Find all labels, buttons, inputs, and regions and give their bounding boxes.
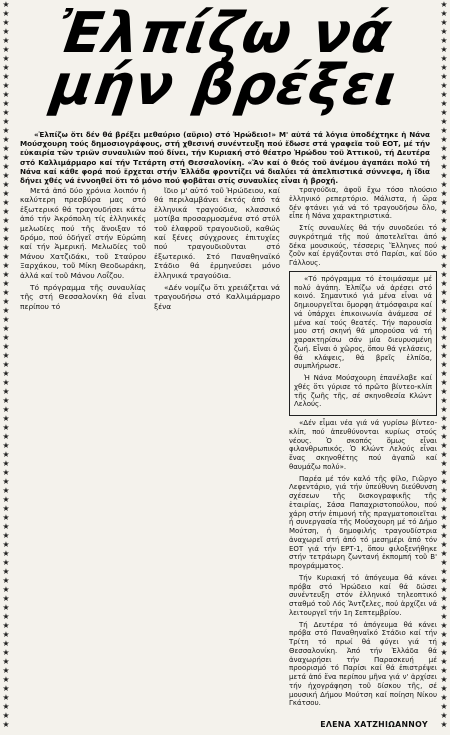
article-column-2 bbox=[154, 186, 280, 314]
headline-line-2: μήν βρέξει bbox=[47, 53, 403, 118]
paragraph: «Τό πρόγραμμα τό ἑτοιμάσαμε μέ πολύ ἀγάπη. Ἐλπίζω νά ἀρέσει στό κοινό. Σημαντικό γιά μένα εἶναι νά δημιουργεῖται ὄμορφη ἀτμόσφαιρα καί νά ὑπάρχει ἐπικοινωνία ἀνάμεσα σέ μένα καί τούς θεατές. Τήν παρουσία μου στή σκηνή θά μπορούσα νά τή χαρακτηρίσω σάν μία διευρυσμένη ζωή. Εἶναι ὁ χῶρος, ὅπου θά γελάσεις, θά κλάψεις, θά βρεῖς ἐλπίδα, συμπλήρωσε. bbox=[294, 274, 432, 371]
paragraph: Τό πρόγραμμα τῆς συναυλίας τῆς στή Θεσσαλονίκη θά εἶναι περίπου τό bbox=[20, 283, 146, 311]
paragraph: Στίς συναυλίες θά τήν συνοδεύει τό συγκρότημά τῆς πού ἀποτελεῖται ἀπό δέκα μουσικούς, τέσσερις Ἕλληνες πού ζοῦν καί ἐργάζονται στό Παρίσι, καί δύο Γάλλους. bbox=[289, 224, 437, 267]
paragraph: Τή Δευτέρα τό ἀπόγευμα θά κάνει πρόβα στό Παναθηναϊκό Στάδιο καί τήν Τρίτη τό πρωί θά φύγει γιά τή Θεσσαλονίκη. Ἀπό τήν Ἑλλάδα θά ἀναχωρήσει τήν Παρασκευή μέ προορισμό τό Παρίσι καί θά ἐπιστρέψει μετά ἀπό ἕνα περίπου μῆνα γιά ν' ἀρχίσει τήν ἠχογράφηση τοῦ δίσκου τῆς, σέ μουσική Δήμου Μούτση καί ποίηση Νίκου Γκάτσου. bbox=[289, 620, 437, 708]
newspaper-clipping bbox=[14, 0, 436, 735]
boxed-quote bbox=[289, 271, 437, 416]
star-border-left: ★ ★ ★ ★ ★ ★ ★ ★ ★ ★ ★ ★ ★ ★ ★ ★ ★ ★ ★ ★ ★ ★ ★ ★ ★ ★ ★ ★ ★ ★ ★ ★ ★ ★ ★ ★ ★ ★ ★ ★ ★ ★ ★ ★ ★ ★ ★ ★ ★ ★ ★ ★ ★ ★ ★ ★ ★ ★ ★ ★ ★ ★ ★ ★ ★ ★ ★ ★ ★ ★ ★ ★ ★ ★ ★ ★ ★ ★ ★ ★ ★ bbox=[2, 0, 10, 729]
paragraph: ἴδιο μ' αὐτό τοῦ Ἡρώδειου, καί θά περιλαμβάνει ἐκτός ἀπό τά ἑλληνικά τραγούδια, κλασσικό μοτίβα προσαρμοσμένα στό στύλ τοῦ ἐλαφροῦ τραγουδιοῦ, καθώς καί ξένες σύγχρονες ἐπιτυχίες πού τραγουδιοῦνται στό ἐξωτερικό. Στό Παναθηναϊκό Στάδιο θά ἐρμηνεύσει μόνο ἑλληνικά τραγούδια. bbox=[154, 186, 280, 280]
paragraph: «Δέν εἶμαι νέα γιά νά γυρίσω βίντεο-κλίπ, πού ἀπευθύνονται κυρίως στούς νέους. Ὁ σκοπός ὅμως εἶναι φιλανθρωπικός. Ὁ Κλώντ Λελούς εἶναι ἕνας σκηνοθέτης πού ἀγαπῶ καί θαυμάζω πολύ». bbox=[289, 419, 437, 471]
paragraph: Μετά ἀπό δύο χρόνια λοιπόν ἡ καλύτερη πρεσβύρα μας στό ἐξωτερικό θά τραγουδήσει κάτω ἀπό τήν Ἀκρόπολη τίς ἑλληνικές μελωδίες πού τῆς ἄνοιξαν τό δρόμο, πού ὁδήγεῖ στήν Εὐρώπη καί τήν Ἀμερική. Μελωδίες τοῦ Μάνου Χατζιδάκι, τοῦ Σταύρου Ξαρχάκου, τοῦ Μίκη Θεοδωράκη, ἀλλά καί τοῦ Μάνου Λοΐζου. bbox=[20, 186, 146, 280]
star-border-right: ★ ★ ★ ★ ★ ★ ★ ★ ★ ★ ★ ★ ★ ★ ★ ★ ★ ★ ★ ★ ★ ★ ★ ★ ★ ★ ★ ★ ★ ★ ★ ★ ★ ★ ★ ★ ★ ★ ★ ★ ★ ★ ★ ★ ★ ★ ★ ★ ★ ★ ★ ★ ★ ★ ★ ★ ★ ★ ★ ★ ★ ★ ★ ★ ★ ★ ★ ★ ★ ★ ★ ★ ★ ★ ★ ★ ★ ★ ★ ★ ★ bbox=[440, 0, 448, 729]
article-column-1 bbox=[20, 186, 146, 314]
paragraph: «Δέν νομίζω ὅτι χρειάζεται νά τραγουδήσω στό Καλλιμάρμαρο ξένα bbox=[154, 283, 280, 311]
author-byline: ΕΛΕΝΑ ΧΑΤΖΗΙΩΑΝΝΟΥ bbox=[320, 720, 428, 729]
article-column-3 bbox=[289, 186, 437, 711]
lead-paragraph: «Ἐλπίζω ὅτι δέν θά βρέξει μεθαύριο (αὔριο) στό Ἡρώδειο!» Μ' αὐτά τά λόγια ὑποδέχτηκε ἡ Νάνα Μούσχουρη τούς δημοσιογράφους, στή χθεσινή συνέντευξη πού ἔδωσε στά γραφεῖα τοῦ ΕΟΤ, μέ τήν εὐκαιρία τῶν τριῶν συναυλιῶν πού δίνει, τήν Κυριακή στό θέατρο Ἡρώδου τοῦ Ἀττικοῦ, τή Δευτέρα στό Καλλιμάρμαρο καί τήν Τετάρτη στή Θεσσαλονίκη. «Ἄν καί ὁ θεός τοῦ ἀνέμου ἀγαπάει πολύ τή Νάνα καί κάθε φορά πού ἔρχεται στήν Ἑλλάδα φροντίζει νά διαλύει τά ἀπελπιστικά σύννεφα, ἡ ἴδια δήνει χθές νά ἐννοηθεῖ ὅτι τό μόνο πού φοβᾶται στίς συναυλίες εἶναι ἡ βροχή. bbox=[20, 130, 430, 186]
paragraph: Τήν Κυριακή τό ἀπόγευμα θά κάνει πρόβα στό Ἡρώδειο καί θά δώσει συνέντευξη στόν ἑλληνικό τηλεοπτικό σταθμό τοῦ Λός Ἄντζελες, πού ἀρχίζει νά λειτουργεῖ τήν 1η Σεπτεμβρίου. bbox=[289, 573, 437, 617]
paragraph: τραγούδια, ἀφοῦ ἔχω τόσο πλούσιο ἑλληνικό ρεπερτόριο. Μάλιστα, ἡ ὥρα δέν φτάνει γιά νά τό τραγουδήσω ὅλο, εἶπε ἡ Νάνα χαρακτηριστικά. bbox=[289, 186, 437, 221]
paragraph: Ἡ Νάνα Μούσχουρη ἐπανέλαβε καί χθές ὅτι γύρισε τό πρῶτο βίντεο-κλίπ τῆς ζωῆς τῆς, σέ σκηνοθεσία Κλώντ Λελούς. bbox=[294, 374, 432, 409]
headline-line-1: Ἐλπίζω νά bbox=[54, 1, 397, 66]
paragraph: Παρέα μέ τόν καλό τῆς φίλο, Γιῶργο Λεφεντάριο, γιά τήν ὑπεύθυνη διεύθυνση σχέσεων τῆς δισκογραφικῆς τῆς ἑταιρίας, Σάσα Παπαχριστοπούλου, πού χάρη στήν ἐπιμονή τῆς πραγματοποιεῖται ἡ συνεργασία τῆς Μούσχουρη μέ τό Δήμο Μούτση, ἡ δημοφιλής τραγουδίστρια ἀναχωρεῖ στή ἀπό τό μεσημέρι ἀπό τόν ΕΟΤ γιά τήν ΕΡΤ-1, ὅπου φιλοξενήθηκε στήν τετράωρη ζωντανή ἐκπομπή τοῦ Β' προγράμματος. bbox=[289, 474, 437, 570]
